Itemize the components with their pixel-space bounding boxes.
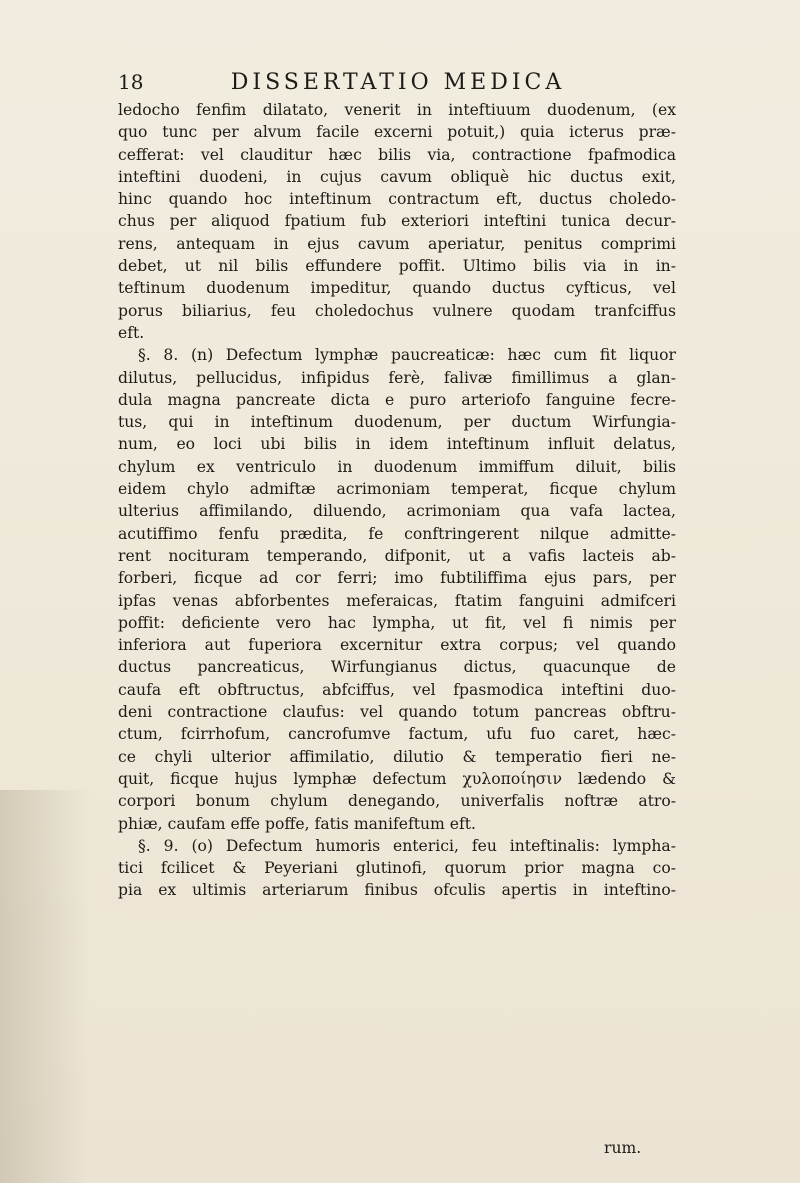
text-line: inferiora aut fuperiora excernitur extra corpus; vel quando bbox=[118, 636, 676, 655]
text-line: pia ex ultimis arteriarum finibus ofculis apertis in inteftino- bbox=[118, 881, 676, 900]
text-line: chus per aliquod fpatium fub exteriori inteftini tunica decur- bbox=[118, 212, 676, 231]
text-line: debet, ut nil bilis effundere poffit. Ultimo bilis via in in- bbox=[118, 257, 676, 276]
text-line: poffit: deficiente vero hac lympha, ut fit, vel fi nimis per bbox=[118, 613, 676, 632]
text-line: ctum, fcirrhofum, cancrofumve factum, ufu fuo caret, hæc- bbox=[118, 725, 676, 744]
page-number: 18 bbox=[118, 70, 144, 94]
text-line: rens, antequam in ejus cavum aperiatur, penitus comprimi bbox=[118, 234, 676, 253]
text-line: ce chyli ulterior affimilatio, dilutio & temperatio fieri ne- bbox=[118, 747, 676, 766]
text-line: eft. bbox=[118, 323, 145, 342]
text-line: ductus pancreaticus, Wirfungianus dictus, quacunque de bbox=[118, 658, 676, 677]
text-line: forberi, ficque ad cor ferri; imo fubtiliffima ejus pars, per bbox=[118, 569, 676, 588]
text-line: rent nocituram temperando, difponit, ut a vafis lacteis ab- bbox=[118, 546, 676, 565]
text-line: tici fcilicet & Peyeriani glutinofi, quorum prior magna co- bbox=[118, 859, 676, 878]
text-line: quo tunc per alvum facile excerni potuit,) quia icterus præ- bbox=[118, 123, 676, 142]
text-line: chylum ex ventriculo in duodenum immiffum diluit, bilis bbox=[118, 457, 676, 476]
text-line: eidem chylo admiftæ acrimoniam temperat, ficque chylum bbox=[118, 480, 676, 499]
text-line: ledocho fenfim dilatato, venerit in inteftiuum duodenum, (ex bbox=[118, 101, 676, 119]
running-head: DISSERTATIO MEDICA bbox=[230, 70, 566, 95]
text-line: deni contractione claufus: vel quando totum pancreas obftru- bbox=[118, 703, 676, 722]
text-line: acutiffimo fenfu prædita, fe conftringerent nilque admitte- bbox=[118, 524, 676, 543]
text-line: §. 8. (n) Defectum lymphæ paucreaticæ: hæc cum fit liquor bbox=[138, 346, 676, 365]
text-line: dilutus, pellucidus, infipidus ferè, falivæ fimillimus a glan- bbox=[118, 368, 676, 387]
text-line: cefferat: vel clauditur hæc bilis via, contractione fpafmodica bbox=[118, 145, 676, 164]
text-line: ulterius affimilando, diluendo, acrimoniam qua vafa lactea, bbox=[118, 502, 676, 521]
page-header bbox=[118, 70, 678, 94]
page-edge-shadow bbox=[0, 790, 90, 1183]
text-line: quit, ficque hujus lymphæ defectum χυλοποίησιν lædendo & bbox=[118, 769, 676, 788]
text-line: dula magna pancreate dicta e puro arteriofo fanguine fecre- bbox=[118, 390, 676, 409]
text-line: §. 9. (o) Defectum humoris enterici, feu inteftinalis: lympha- bbox=[138, 836, 676, 855]
text-line: ipfas venas abforbentes meferaicas, ftatim fanguini admifceri bbox=[118, 591, 676, 610]
text-line: corpori bonum chylum denegando, univerfalis noftræ atro- bbox=[118, 792, 676, 811]
text-line: tus, qui in inteftinum duodenum, per ductum Wirfungia- bbox=[118, 413, 676, 432]
text-line: caufa eft obftructus, abfciffus, vel fpasmodica inteftini duo- bbox=[118, 680, 676, 699]
text-line: hinc quando hoc inteftinum contractum eft, ductus choledo- bbox=[118, 190, 676, 209]
body-text bbox=[118, 99, 676, 902]
text-line: porus biliarius, feu choledochus vulnere quodam tranfciffus bbox=[118, 301, 676, 320]
catchword: rum. bbox=[604, 1139, 642, 1157]
text-line: num, eo loci ubi bilis in idem inteftinum influit delatus, bbox=[118, 435, 676, 454]
text-line: inteftini duodeni, in cujus cavum obliquè hic ductus exit, bbox=[118, 167, 676, 186]
text-line: teftinum duodenum impeditur, quando ductus cyfticus, vel bbox=[118, 279, 676, 298]
text-line: phiæ, caufam effe poffe, fatis manifeftum eft. bbox=[118, 814, 476, 833]
